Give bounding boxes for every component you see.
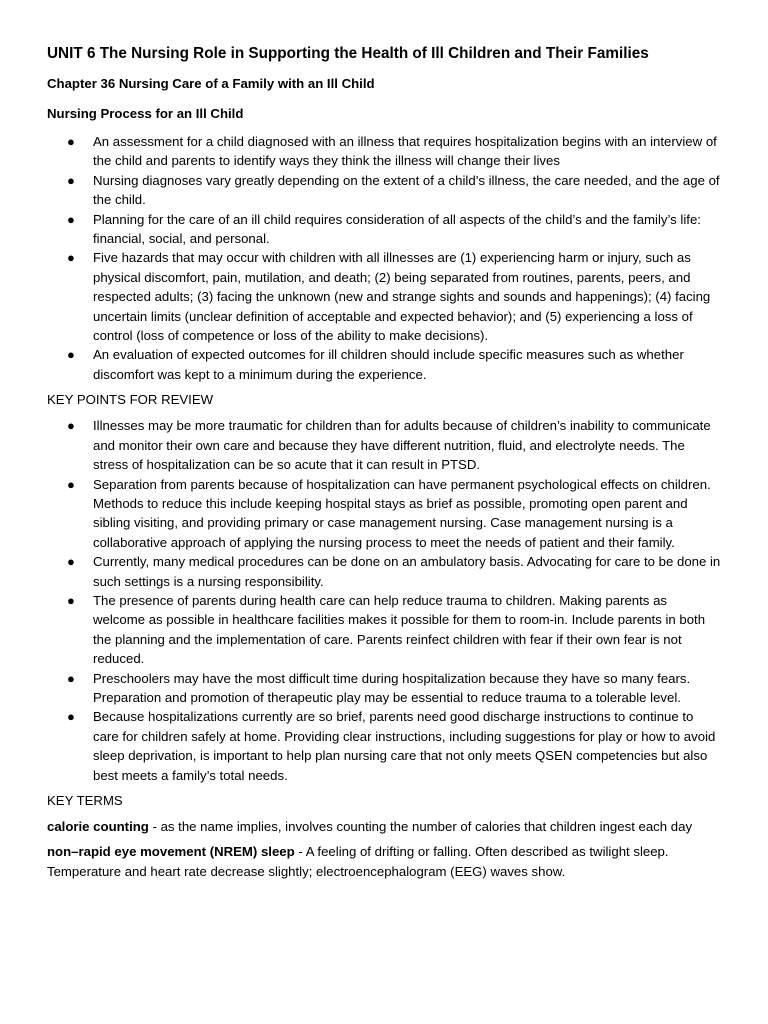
key-points-list (47, 416, 722, 785)
list-item-text: Preschoolers may have the most difficult time during hospitalization because they have so many fears. Preparation and promotion of therapeutic play may be essential to reduce trauma to a tolerable level. (93, 670, 691, 705)
section-title: Nursing Process for an Ill Child (47, 106, 244, 121)
list-item (47, 707, 722, 785)
list-item-text: Because hospitalizations currently are so brief, parents need good discharge instructions to continue to care for children safely at home. Providing clear instructions, including suggestions for play or how to avoid sleep deprivation, is important to help plan nursing care that not only meets QSEN competencies but also best meets a family’s total needs. (93, 709, 716, 783)
list-item-text: An evaluation of expected outcomes for ill children should include specific measures such as whether discomfort was kept to a minimum during the experience. (93, 347, 684, 382)
key-term-definition: - A feeling of drifting or falling. Often described as twilight sleep. Temperature and heart rate decrease slightly; electroencephalogram (EEG) waves show. (47, 844, 669, 879)
list-item (47, 669, 722, 708)
unit-title: UNIT 6 The Nursing Role in Supporting the Health of Ill Children and Their Families (47, 45, 649, 62)
key-points-heading: KEY POINTS FOR REVIEW (47, 392, 214, 408)
list-item (47, 552, 722, 591)
list-item (47, 475, 722, 553)
list-item-text: Currently, many medical procedures can be done on an ambulatory basis. Advocating for care to be done in such settings is a nursing responsibility. (93, 554, 721, 589)
chapter-title: Chapter 36 Nursing Care of a Family with an Ill Child (47, 76, 375, 91)
list-item (47, 345, 722, 384)
list-item (47, 132, 722, 171)
bullet-icon: ● (67, 211, 75, 227)
bullet-icon: ● (67, 172, 75, 188)
list-item (47, 210, 722, 249)
list-item-text: An assessment for a child diagnosed with an illness that requires hospitalization begins with an interview of the child and parents to identify ways they think the illness will change their lives (93, 134, 717, 169)
bullet-icon: ● (67, 554, 75, 570)
key-terms-heading: KEY TERMS (47, 793, 123, 808)
key-term-entry (47, 842, 722, 881)
list-item-text: Planning for the care of an ill child requires consideration of all aspects of the child’s and the family’s life: financial, social, and personal. (93, 211, 701, 247)
list-item-text: Illnesses may be more traumatic for children than for adults because of children’s inability to communicate and monitor their own care and because they have different nutrition, fluid, and electrolyte needs. The stress of hospitalization can be so acute that it can result in PTSD. (93, 418, 711, 473)
bullet-icon: ● (67, 134, 75, 149)
key-term-definition: - as the name implies, involves counting the number of calories that children ingest each day (148, 819, 693, 834)
bullet-icon: ● (67, 250, 75, 266)
bullet-icon: ● (67, 347, 75, 363)
bullet-icon: ● (67, 592, 75, 608)
list-item (47, 591, 722, 669)
key-term-name: non–rapid eye movement (NREM) sleep (47, 844, 295, 860)
bullet-icon: ● (67, 670, 75, 686)
bullet-icon: ● (67, 476, 75, 492)
list-item-text: Five hazards that may occur with children with all illnesses are (1) experiencing harm or injury, such as physical discomfort, pain, mutilation, and death; (2) being separated from routines, parents, peers, and respected adults; (3) facing the unknown (new and strange sights and sounds and happenings); (4) facing uncertain limits (unclear definition of acceptable and expected behavior); and (5) experiencing a loss of control (loss of competence or loss of the ability to make decisions). (93, 250, 711, 344)
list-item (47, 416, 722, 474)
list-item-text: Nursing diagnoses vary greatly depending on the extent of a child’s illness, the care needed, and the age of the child. (93, 172, 720, 208)
list-item-text: The presence of parents during health care can help reduce trauma to children. Making parents as welcome as possible in healthcare facilities makes it possible for them to room-in. Include parents in both the planning and the implementation of care. Parents reinfect children with fear if their own fear is not reduced. (93, 592, 706, 667)
bullet-icon: ● (67, 418, 75, 434)
bullet-icon: ● (67, 709, 75, 725)
key-term-entry (47, 817, 722, 836)
nursing-process-list (47, 132, 722, 384)
list-item (47, 248, 722, 345)
key-term-name: calorie counting (47, 819, 149, 834)
list-item (47, 171, 722, 210)
list-item-text: Separation from parents because of hospitalization can have permanent psychological effects on children. Methods to reduce this include keeping hospital stays as brief as possible, promoting open parent and sibling visiting, and providing primary or case management nursing. Case management nursing is a collaborative approach of applying the nursing process to meet the needs of patient and their family. (93, 476, 711, 550)
